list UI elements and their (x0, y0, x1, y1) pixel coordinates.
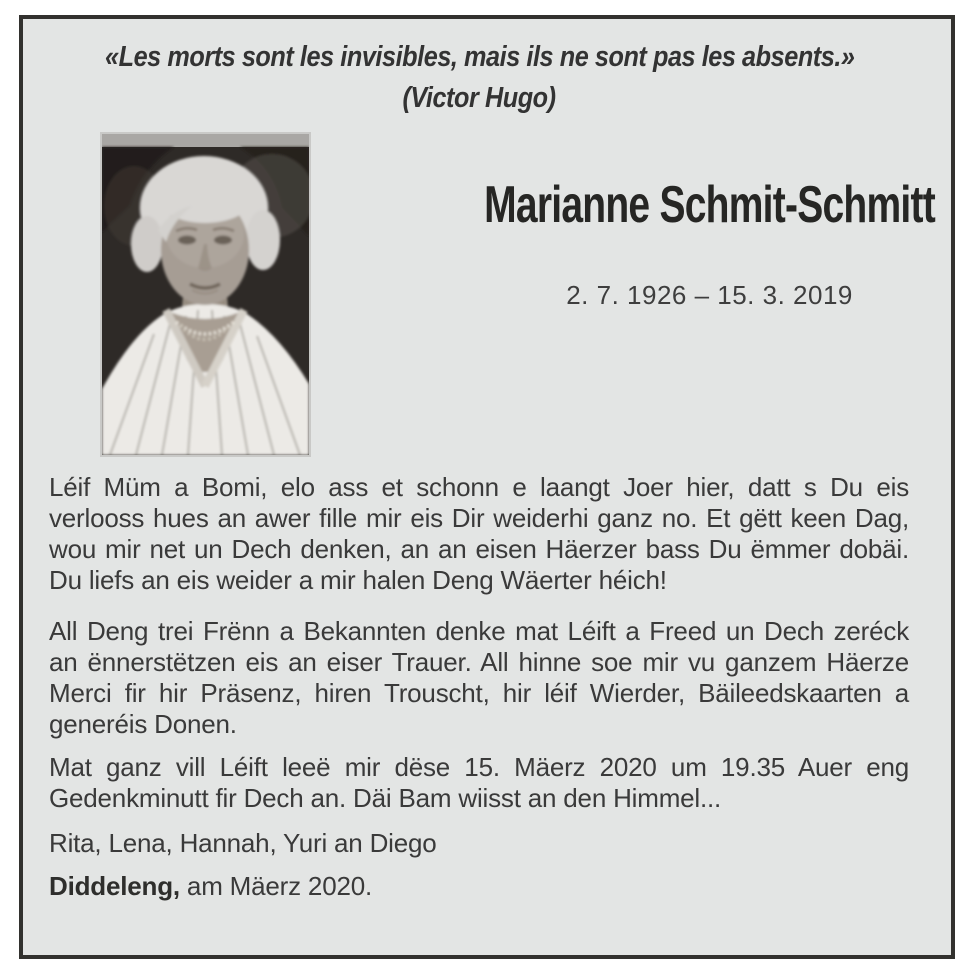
deceased-name: Marianne Schmit-Schmitt (484, 176, 935, 234)
portrait-image (102, 134, 309, 455)
memorial-card (19, 15, 955, 959)
quote-attribution-line (49, 80, 909, 121)
quote-line (49, 39, 909, 80)
portrait-photo (100, 132, 311, 457)
quote-attribution: (Victor Hugo) (402, 82, 556, 114)
header-text (311, 132, 955, 311)
deceased-name-heading (409, 178, 955, 232)
family-names: Rita, Lena, Hannah, Yuri an Diego (49, 828, 437, 858)
quote-text: «Les morts sont les invisibles, mais ils ne sont pas les absents.» (104, 41, 855, 73)
place-date: am Mäerz 2020. (179, 871, 372, 901)
quote-block (49, 39, 909, 121)
paragraph-tribute: Léif Müm a Bomi, elo ass et schonn e laangt Joer hier, datt s Du eis verlooss hues an awer fille mir eis Dir weiderhi ganz no. Et gëtt keen Dag, wou mir net un Dech denken, an an eisen Häerzer bass Du ëmmer dobäi. Du liefs an eis weider a mir halen Deng Wäerter héich! (49, 472, 909, 595)
paragraph-thanks: All Deng trei Frënn a Bekannten denke mat Léift a Freed un Dech zeréck an ënnerstëtzen eis an eiser Trauer. All hinne soe mir vu ganzem Häerze Merci fir hir Präsenz, hiren Trouscht, hir léif Wierder, Bäileedskaarten a generéis Donen. (49, 616, 909, 739)
paragraph-memorial-minute: Mat ganz vill Léift leeë mir dëse 15. Mäerz 2020 um 19.35 Auer eng Gedenkminutt fir Dech an. Däi Bam wiisst an den Himmel... (49, 752, 909, 813)
place-date-line (49, 871, 909, 902)
header-row (49, 132, 935, 457)
life-dates: 2. 7. 1926 – 15. 3. 2019 (566, 280, 853, 310)
place-name: Diddeleng, (49, 871, 180, 901)
